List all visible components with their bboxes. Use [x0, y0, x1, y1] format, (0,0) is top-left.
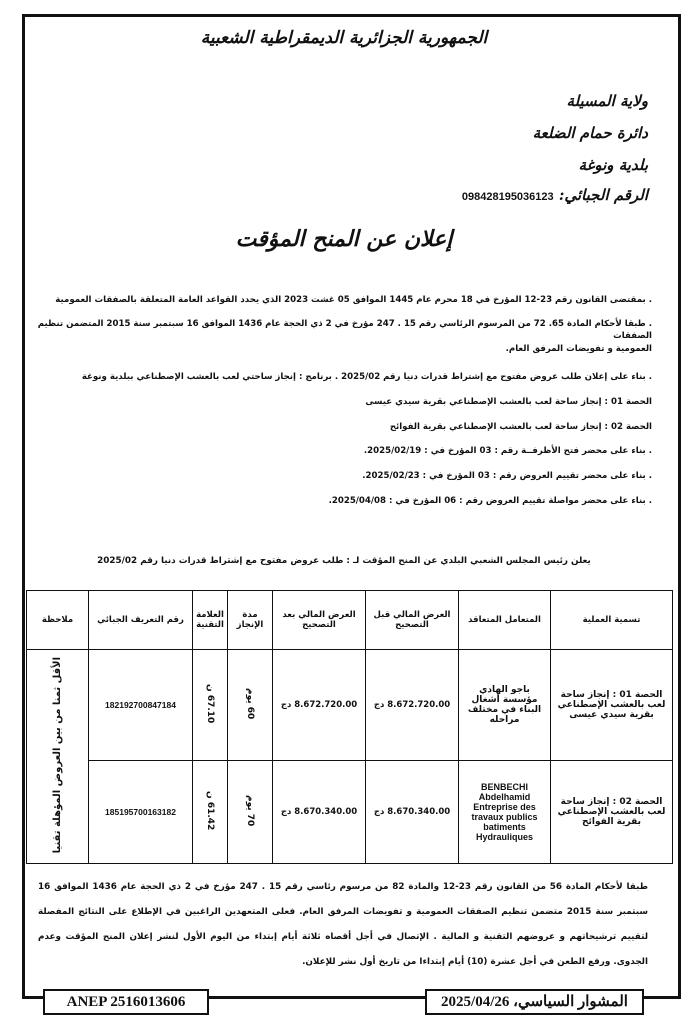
- paragraph: . بناء على محضر فتح الأظرفــة رقم : 03 المؤرخ في : 2025/02/19.: [363, 446, 652, 456]
- paragraph: . بناء على محضر مواصلة تقييم العروض رقم : 06 المؤرخ في : 2025/04/08.: [328, 496, 652, 506]
- table-row: [27, 650, 673, 761]
- remark-cell: الأقل ثمنا من بين العروض المؤهلة تقنيا: [52, 656, 63, 854]
- paragraph: . طبقا لأحكام المادة 65. 72 من المرسوم الرئاسي رقم 15 . 247 مؤرخ في 2 ذي الحجة عام 1436 الموافق 16 سبتمبر سنة 2015 المتضمن تنظيم الصفقات: [37, 319, 652, 341]
- duration-cell: 60 يوم: [245, 687, 255, 720]
- offer-before-cell: 8.670.340.00 دج: [366, 761, 459, 864]
- offer-after-cell: 8.672.720.00 دج: [273, 650, 366, 761]
- wilaya: ولاية المسيلة: [566, 92, 648, 110]
- column-header: ملاحظة: [27, 591, 89, 650]
- tax-id: 098428195036123: [461, 191, 554, 203]
- award-table: [26, 590, 673, 864]
- commune: بلدية ونوغة: [578, 156, 648, 174]
- column-header: تسمية العملية: [551, 591, 673, 650]
- column-header: رقم التعريف الجبائي: [89, 591, 193, 650]
- paragraph: . بمقتضى القانون رقم 23-12 المؤرخ في 18 محرم عام 1445 الموافق 05 غشت 2023 الذي يحدد القواعد العامة المتعلقة بالصفقات العمومية: [55, 295, 652, 305]
- footer-paragraph: طبقا لأحكام المادة 56 من القانون رقم 23-12 والمادة 82 من مرسوم رئاسي رقم 15 . 247 مؤرخ في 2 ذي الحجة عام 1436 الموافق 16 سبتمبر سنة 2015 متضمن تنظيم الصفقات العمومية و تفويضات المرفق العام. فعلى المتعهدين الراغبين في الإطلاع على النتائج المفصلة لتقييم ترشيحاتهم و عروضهم التقنية و المالية . الإتصال في أجل أقصاه ثلاثة أيام إبتداء من اليوم الأول لنشر إعلان المنح المؤقت وعدم الجدوى. ورفع الطعن في أجل عشرة (10) أيام إبتداءا من تاريخ أول نشر للإعلان.: [38, 882, 649, 967]
- tax-id-cell: 185195700163182: [89, 761, 193, 864]
- lot-cell: الحصة 02 : إنجاز ساحة لعب بالعشب الإصطناعي بقرية الفوائح: [551, 761, 673, 864]
- paragraph: الحصة 02 : إنجاز ساحة لعب بالعشب الإصطناعي بقرية الفوائح: [389, 422, 652, 432]
- paragraph: العمومية و تفويضات المرفق العام.: [505, 344, 652, 354]
- tax-id-cell: 182192700847184: [89, 650, 193, 761]
- score-cell: 67.10 ن: [205, 683, 215, 724]
- announcement: يعلن رئيس المجلس الشعبي البلدي عن المنح المؤقت لـ : طلب عروض مفتوح مع إشتراط قدرات دنيا رقم 2025/02: [97, 556, 591, 566]
- column-header: المتعامل المتعاقد: [459, 591, 551, 650]
- contractor-cell: BENBECHI Abdelhamid Entreprise des travaux publics batiments Hydrauliques: [459, 761, 551, 864]
- column-header: العرض المالي قبل التصحيح: [366, 591, 459, 650]
- lot-cell: الحصة 01 : إنجاز ساحة لعب بالعشب الإصطناعي بقرية سيدي عيسى: [551, 650, 673, 761]
- column-header: العرض المالي بعد التصحيح: [273, 591, 366, 650]
- republic-heading: الجمهورية الجزائرية الديمقراطية الشعبية: [200, 28, 488, 48]
- tax-id-label: الرقم الجبائي:: [558, 186, 648, 204]
- offer-after-cell: 8.670.340.00 دج: [273, 761, 366, 864]
- score-cell: 61.42 ن: [205, 790, 215, 831]
- column-header: مدة الإنجاز: [228, 591, 273, 650]
- contractor-cell: باجو الهادي مؤسسة أشغال البناء في مختلف مراحله: [459, 650, 551, 761]
- paragraph: الحصة 01 : إنجاز ساحة لعب بالعشب الإصطناعي بقرية سيدي عيسى: [365, 397, 652, 407]
- document-title: إعلان عن المنح المؤقت: [235, 226, 453, 252]
- tax-id-line: [462, 186, 648, 204]
- paragraph: . بناء على محضر تقييم العروض رقم : 03 المؤرخ في : 2025/02/23.: [362, 471, 652, 481]
- daira: دائرة حمام الضلعة: [532, 124, 648, 142]
- anep-reference: ANEP 2516013606: [43, 989, 209, 1015]
- paragraph: . بناء على إعلان طلب عروض مفتوح مع إشتراط قدرات دنيا رقم 2025/02 . برنامج : إنجاز ساحتي لعب بالعشب الإصطناعي ببلدية ونوغة: [81, 372, 652, 382]
- table-header-row: [27, 591, 673, 650]
- duration-cell: 70 يوم: [245, 794, 255, 827]
- publication-date: المشوار السياسي، 2025/04/26: [425, 989, 644, 1015]
- offer-before-cell: 8.672.720.00 دج: [366, 650, 459, 761]
- table-row: [27, 761, 673, 864]
- column-header: العلامة التقنية: [193, 591, 228, 650]
